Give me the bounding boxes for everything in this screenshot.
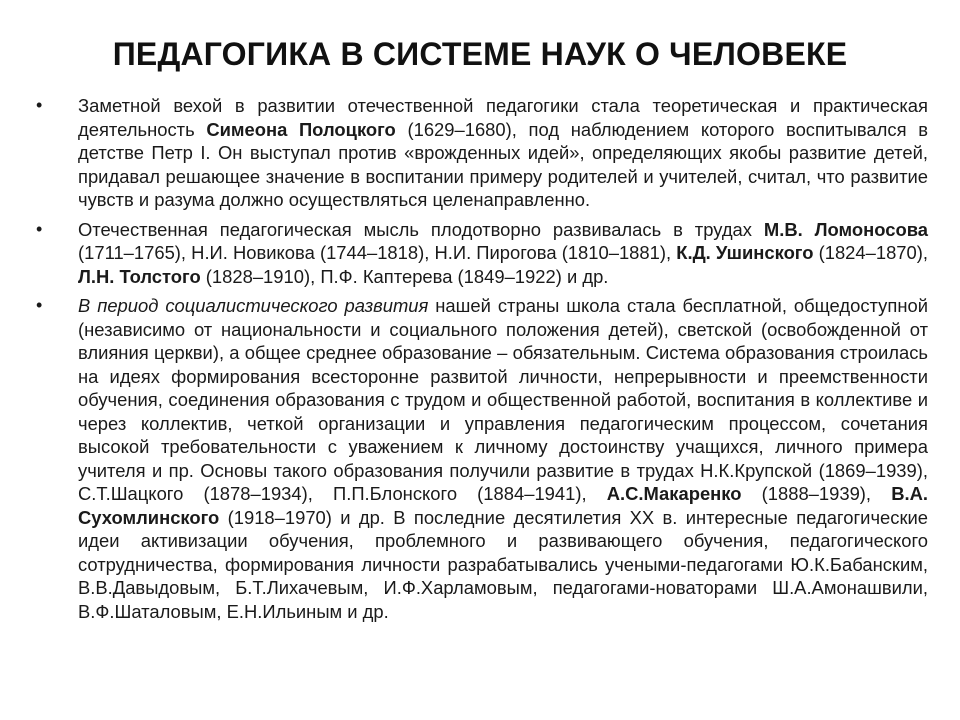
bullet-item <box>36 94 928 212</box>
bullet-dot-icon: • <box>36 95 43 115</box>
bullet-text-segment: (1824–1870), <box>813 242 928 263</box>
slide-title: ПЕДАГОГИКА В СИСТЕМЕ НАУК О ЧЕЛОВЕКЕ <box>112 36 848 72</box>
bullet-dot-icon: • <box>36 218 43 239</box>
bullet-item <box>36 218 928 289</box>
bullet-text-segment: К.Д. Ушинского <box>676 242 814 263</box>
bullet-dot-icon: • <box>36 295 43 315</box>
bullet-text-segment: А.С.Макаренко <box>606 483 742 504</box>
bullet-text-segment: Л.Н. Толстого <box>78 265 201 287</box>
bullet-text-segment: (1888–1939), <box>741 483 892 504</box>
bullet-item <box>36 294 928 623</box>
bullet-text-segment: Симеона Полоцкого <box>206 118 396 140</box>
bullet-text-segment: Отечественная педагогическая мысль плодотворно развивалась в трудах <box>78 218 764 240</box>
bullet-text-segment: М.В. Ломоносова <box>763 218 928 240</box>
bullet-text-segment: В период социалистического развития <box>78 295 429 316</box>
bullet-text-segment: В.А. Сухомлинского <box>78 483 928 528</box>
bullet-text-segment: (1629–1680), под наблюдением которого воспитывался в детстве Петр I. Он выступал против «врожденных идей», определяющих якобы развитие детей, придавал решающее значение в воспитании примеру родителей и учителей, считал, что развитие чувств и разума должно осуществляться целенаправленно. <box>78 118 928 210</box>
bullet-text-segment: нашей страны школа стала бесплатной, общедоступной (независимо от национальности и социального положения детей), светской (освобожденной от влияния церкви), а общее среднее образование – обязательным. Система образования строилась на идеях формирования всесторонне развитой личности, непрерывности и преемственности обучения, соединения образования с трудом и общественной работой, воспитания в коллективе и через коллектив, четкой организации и управления педагогическим процессом, сочетания высокой требовательности с уважением к личному достоинству учащихся, личного примера учителя и пр. Основы такого образования получили развитие в трудах Н.К.Крупской (1869–1939), С.Т.Шацкого (1878–1934), П.П.Блонского (1884–1941), <box>78 295 928 504</box>
bullet-text-segment: (1828–1910), П.Ф. Каптерева (1849–1922) и др. <box>200 265 609 287</box>
bullet-text-segment: Заметной вехой в развитии отечественной педагогики стала теоретическая и практическая деятельность <box>78 95 928 140</box>
bullet-text-segment: (1918–1970) и др. В последние десятилетия ХХ в. интересные педагогические идеи активизации обучения, проблемного и развивающего обучения, педагогического сотрудничества, формирования личности разрабатывались учеными-педагогами Ю.К.Бабанским, В.В.Давыдовым, Б.Т.Лихачевым, И.Ф.Харламовым, педагогами-новаторами Ш.А.Амонашвили, В.Ф.Шаталовым, Е.Н.Ильиным и др. <box>78 506 928 622</box>
bullet-text-segment: (1711–1765), Н.И. Новикова (1744–1818), Н.И. Пирогова (1810–1881), <box>78 242 677 263</box>
bullet-list <box>36 94 928 629</box>
